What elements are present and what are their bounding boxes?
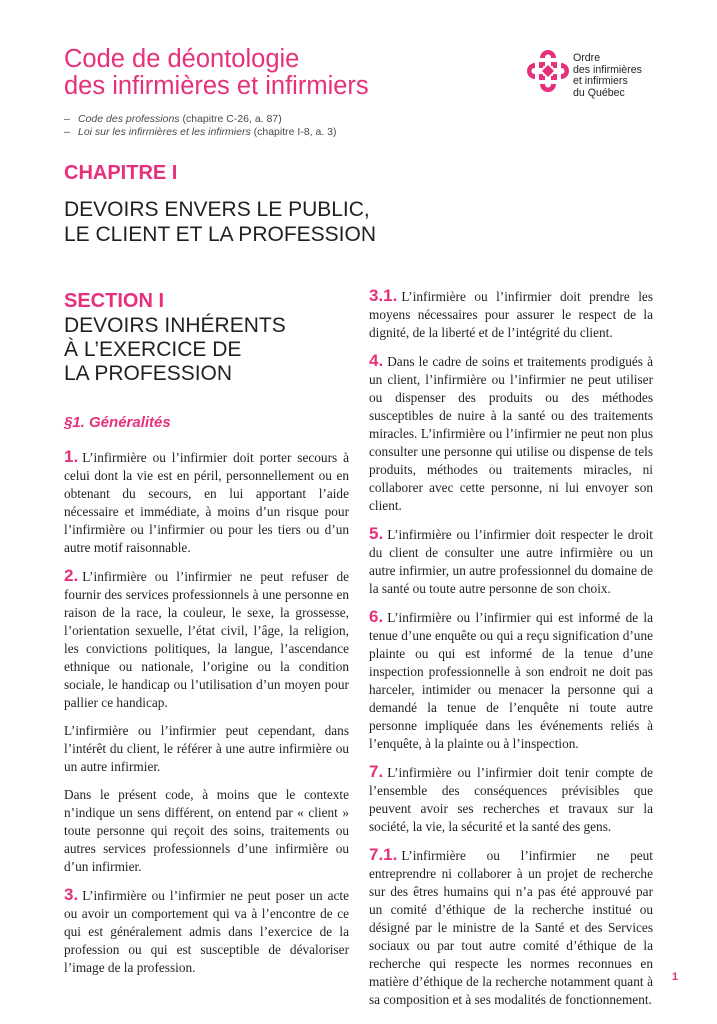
article-text: L’infirmière ou l’infirmier ne peut poser un acte ou avoir un comportement qui va à l’encontre de ce qui est généralement admis dans l’exercice de la profession ou qui est susceptible de dévaloriser l’image de la profession. (64, 888, 349, 975)
title-line-1: Code de déontologie (64, 45, 300, 73)
article-text: L’infirmière ou l’infirmier doit tenir compte de l’ensemble des conséquences prévisibles que peuvent avoir ses recherches et travaux sur la société, la vie, la sécurité et la santé des gens. (369, 765, 653, 834)
article-text: L’infirmière ou l’infirmier doit porter secours à celui dont la vie est en péril, personnellement ou en obtenant du secours, en lui apportant l’aide nécessaire et immédiate, à moins d’un risque pour l’infirmière ou l’infirmier ou pour les tiers ou d’un autre motif raisonnable. (64, 450, 349, 555)
article-paragraph (64, 567, 349, 712)
article-text: L’infirmière ou l’infirmier peut cependant, dans l’intérêt du client, le référer à une autre infirmière ou un autre infirmier. (64, 723, 349, 774)
chapter-title (64, 197, 376, 247)
title-line-2: des infirmières et infirmiers (64, 72, 369, 100)
oiiq-logo (525, 48, 665, 108)
article-number: 7.1. (369, 845, 398, 864)
section-title-line-2: À L’EXERCICE DE (64, 338, 242, 361)
article-paragraph (369, 525, 653, 598)
section-title (64, 314, 286, 386)
article-paragraph (369, 763, 653, 836)
logo-line-4: du Québec (573, 86, 625, 99)
article-number: 2. (64, 566, 79, 585)
article-paragraph (369, 846, 653, 1009)
reference-title: Loi sur les infirmières et les infirmiers (78, 126, 251, 138)
reference-detail: (chapitre C-26, a. 87) (179, 113, 282, 125)
logo-wordmark (573, 53, 642, 99)
article-text: L’infirmière ou l’infirmier ne peut entreprendre ni collaborer à un projet de recherche sur des êtres humains qui n’a pas été approuvé par un comité d’éthique de la recherche institué ou désigné par le ministre de la Santé et des Services sociaux ou par tout autre comité d’éthique de la recherche qui respecte les normes reconnues en matière d’éthique de la recherche notamment quant à sa composition et à ses modalités de fonctionnement. (369, 848, 653, 1007)
subsection-heading: §1. Généralités (64, 414, 171, 431)
reference-item (64, 126, 337, 139)
article-paragraph (64, 886, 349, 977)
article-number: 4. (369, 351, 384, 370)
article-number: 6. (369, 607, 384, 626)
logo-line-2: des infirmières (573, 63, 642, 76)
article-number: 5. (369, 524, 384, 543)
chapter-title-line-2: LE CLIENT ET LA PROFESSION (64, 223, 376, 246)
article-text: L’infirmière ou l’infirmier doit prendre les moyens nécessaires pour assurer le respect de la dignité, de la liberté et de l’intégrité du client. (369, 289, 653, 340)
article-paragraph (64, 722, 349, 776)
article-number: 3. (64, 885, 79, 904)
article-text: Dans le cadre de soins et traitements prodigués à un client, l’infirmière ou l’infirmier ne peut utiliser ou dispenser des produits ou des méthodes susceptibles de nuire à la santé ou des traitements miracles. L’infirmière ou l’infirmier ne peut non plus consulter une personne qui utilise ou dispense de tels produits, méthodes ou traitements miracles, ni collaborer avec cette personne, ni lui envoyer son client. (369, 354, 653, 513)
chapter-title-line-1: DEVOIRS ENVERS LE PUBLIC, (64, 198, 370, 221)
legal-references (64, 113, 337, 139)
reference-dash: – (64, 126, 70, 138)
chapter-label: CHAPITRE I (64, 162, 178, 184)
article-paragraph (369, 352, 653, 515)
article-number: 7. (369, 762, 384, 781)
page-number: 1 (672, 971, 679, 983)
article-text: Dans le présent code, à moins que le contexte n’indique un sens différent, on entend par « client » toute personne qui reçoit des soins, traitements ou autres services professionnels d’une infirmière ou d’un infirmier. (64, 787, 349, 874)
reference-detail: (chapitre I-8, a. 3) (250, 126, 337, 138)
article-paragraph (369, 287, 653, 342)
reference-title: Code des professions (78, 113, 180, 125)
article-number: 1. (64, 447, 79, 466)
article-text: L’infirmière ou l’infirmier doit respecter le droit du client de consulter une autre infirmière ou un autre infirmier, un autre professionnel du domaine de la santé ou toute autre personne de son choix. (369, 527, 653, 596)
section-label: SECTION I (64, 290, 165, 312)
article-text: L’infirmière ou l’infirmier qui est informé de la tenue d’une enquête ou qui a reçu signification d’une plainte ou qui est informé de la tenue d’une inspection professionnelle à son endroit ne doit pas harceler, intimider ou menacer la personne qui a demandé la tenue de l’enquête ni toute autre personne impliquée dans les événements reliés à l’enquête, à la plainte ou à l’inspection. (369, 610, 653, 751)
article-paragraph (64, 448, 349, 557)
reference-item (64, 113, 337, 126)
article-paragraph (64, 786, 349, 876)
article-paragraph (369, 608, 653, 753)
document-title (64, 46, 369, 100)
section-title-line-1: DEVOIRS INHÉRENTS (64, 314, 286, 337)
oiiq-emblem-icon (525, 48, 571, 94)
right-column (369, 287, 653, 1019)
article-text: L’infirmière ou l’infirmier ne peut refuser de fournir des services professionnels à une personne en raison de la race, la couleur, le sexe, la grossesse, l’orientation sexuelle, l’état civil, l’âge, la religion, les convictions politiques, la langue, l’ascendance ethnique ou nationale, l’origine ou la condition sociale, le handicap ou l’utilisation d’un moyen pour pallier ce handicap. (64, 569, 349, 710)
article-number: 3.1. (369, 286, 398, 305)
section-title-line-3: LA PROFESSION (64, 362, 233, 385)
left-column (64, 448, 349, 987)
reference-dash: – (64, 113, 70, 125)
logo-line-1: Ordre (573, 52, 601, 64)
logo-line-3: et infirmiers (573, 75, 628, 88)
